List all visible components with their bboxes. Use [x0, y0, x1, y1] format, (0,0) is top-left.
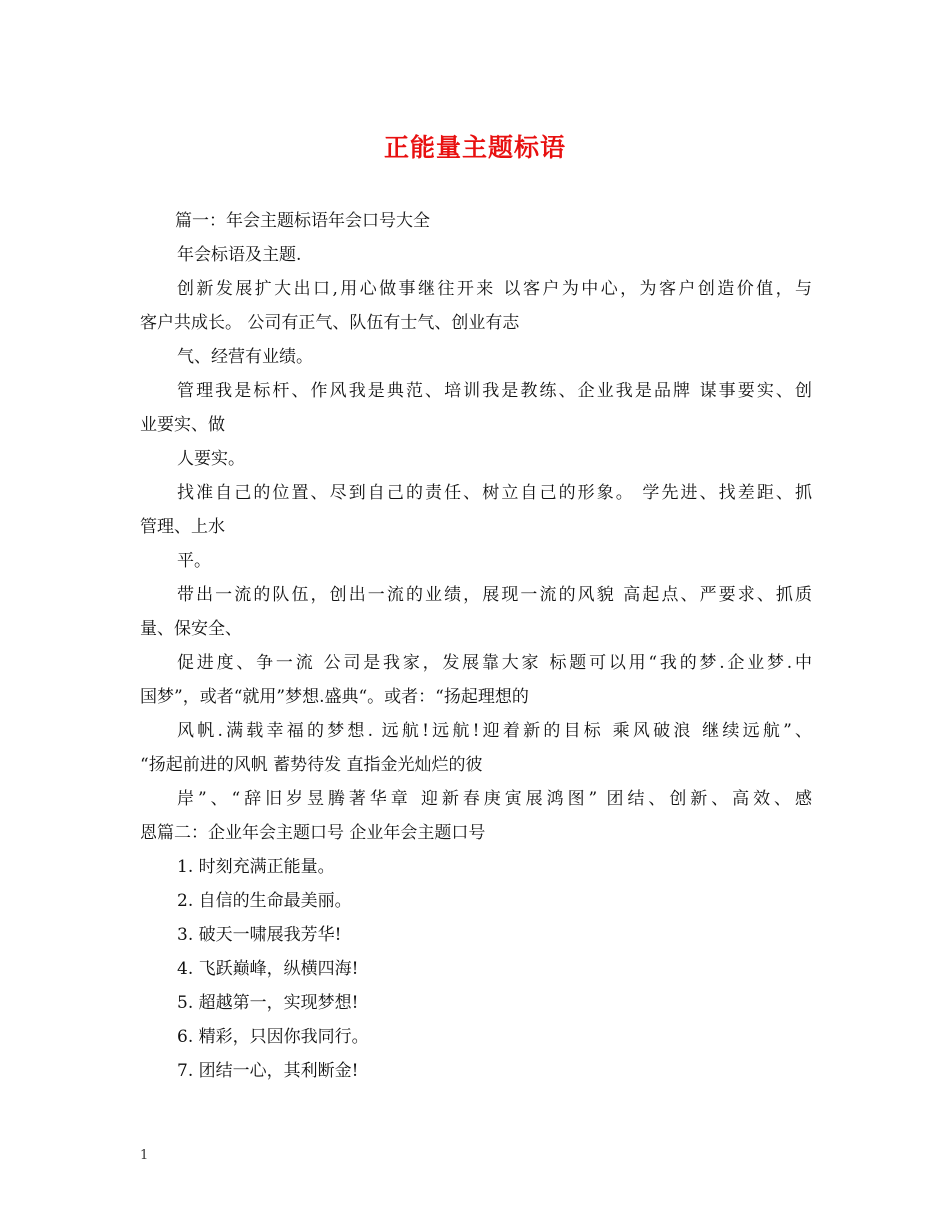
paragraph-line: 人要实。 — [177, 449, 245, 469]
paragraph-line: 年会标语及主题. — [177, 245, 302, 265]
list-item: 4. 飞跃巅峰，纵横四海! — [177, 959, 359, 979]
paragraph-line: 风帆.满载幸福的梦想. 远航!远航!迎着新的目标 乘风破浪 继续远航”、 — [177, 721, 812, 741]
paragraph-line: 管理我是标杆、作风我是典范、培训我是教练、企业我是品牌 谋事要实、创 — [177, 381, 812, 401]
paragraph-line: 促进度、争一流 公司是我家，发展靠大家 标题可以用“我的梦.企业梦.中 — [177, 653, 812, 673]
document-title: 正能量主题标语 — [383, 133, 566, 162]
page-number: 1 — [140, 1148, 149, 1163]
list-item: 7. 团结一心，其利断金! — [177, 1061, 359, 1081]
section-heading-1: 篇一：年会主题标语年会口号大全 — [175, 211, 430, 231]
paragraph-line: “扬起前进的风帆 蓄势待发 直指金光灿烂的彼 — [140, 755, 483, 775]
paragraph-line: 创新发展扩大出口,用心做事继往开来 以客户为中心，为客户创造价值，与 — [177, 279, 812, 299]
paragraph-line: 找准自己的位置、尽到自己的责任、树立自己的形象。 学先进、找差距、抓 — [177, 483, 812, 503]
paragraph-line: 国梦”，或者“就用”梦想.盛典“。或者：“扬起理想的 — [140, 687, 529, 707]
list-item: 2. 自信的生命最美丽。 — [177, 891, 352, 911]
section-heading-2: 恩篇二：企业年会主题口号 企业年会主题口号 — [140, 823, 486, 843]
paragraph-line: 客户共成长。 公司有正气、队伍有士气、创业有志 — [140, 313, 520, 333]
list-item: 3. 破天一啸展我芳华! — [177, 925, 342, 945]
paragraph-line: 带出一流的队伍，创出一流的业绩，展现一流的风貌 高起点、严要求、抓质 — [177, 585, 812, 605]
paragraph-line: 量、保安全、 — [140, 619, 242, 639]
paragraph-line: 岸”、“辞旧岁昱腾著华章 迎新春庚寅展鸿图” 团结、创新、高效、感 — [177, 789, 812, 809]
list-item: 6. 精彩，只因你我同行。 — [177, 1027, 369, 1047]
list-item: 5. 超越第一，实现梦想! — [177, 993, 359, 1013]
paragraph-line: 业要实、做 — [140, 415, 225, 435]
paragraph-line: 平。 — [177, 551, 211, 571]
list-item: 1. 时刻充满正能量。 — [177, 857, 335, 877]
document-body — [140, 204, 812, 1088]
paragraph-line: 管理、上水 — [140, 517, 225, 537]
paragraph-line: 气、经营有业绩。 — [177, 347, 313, 367]
